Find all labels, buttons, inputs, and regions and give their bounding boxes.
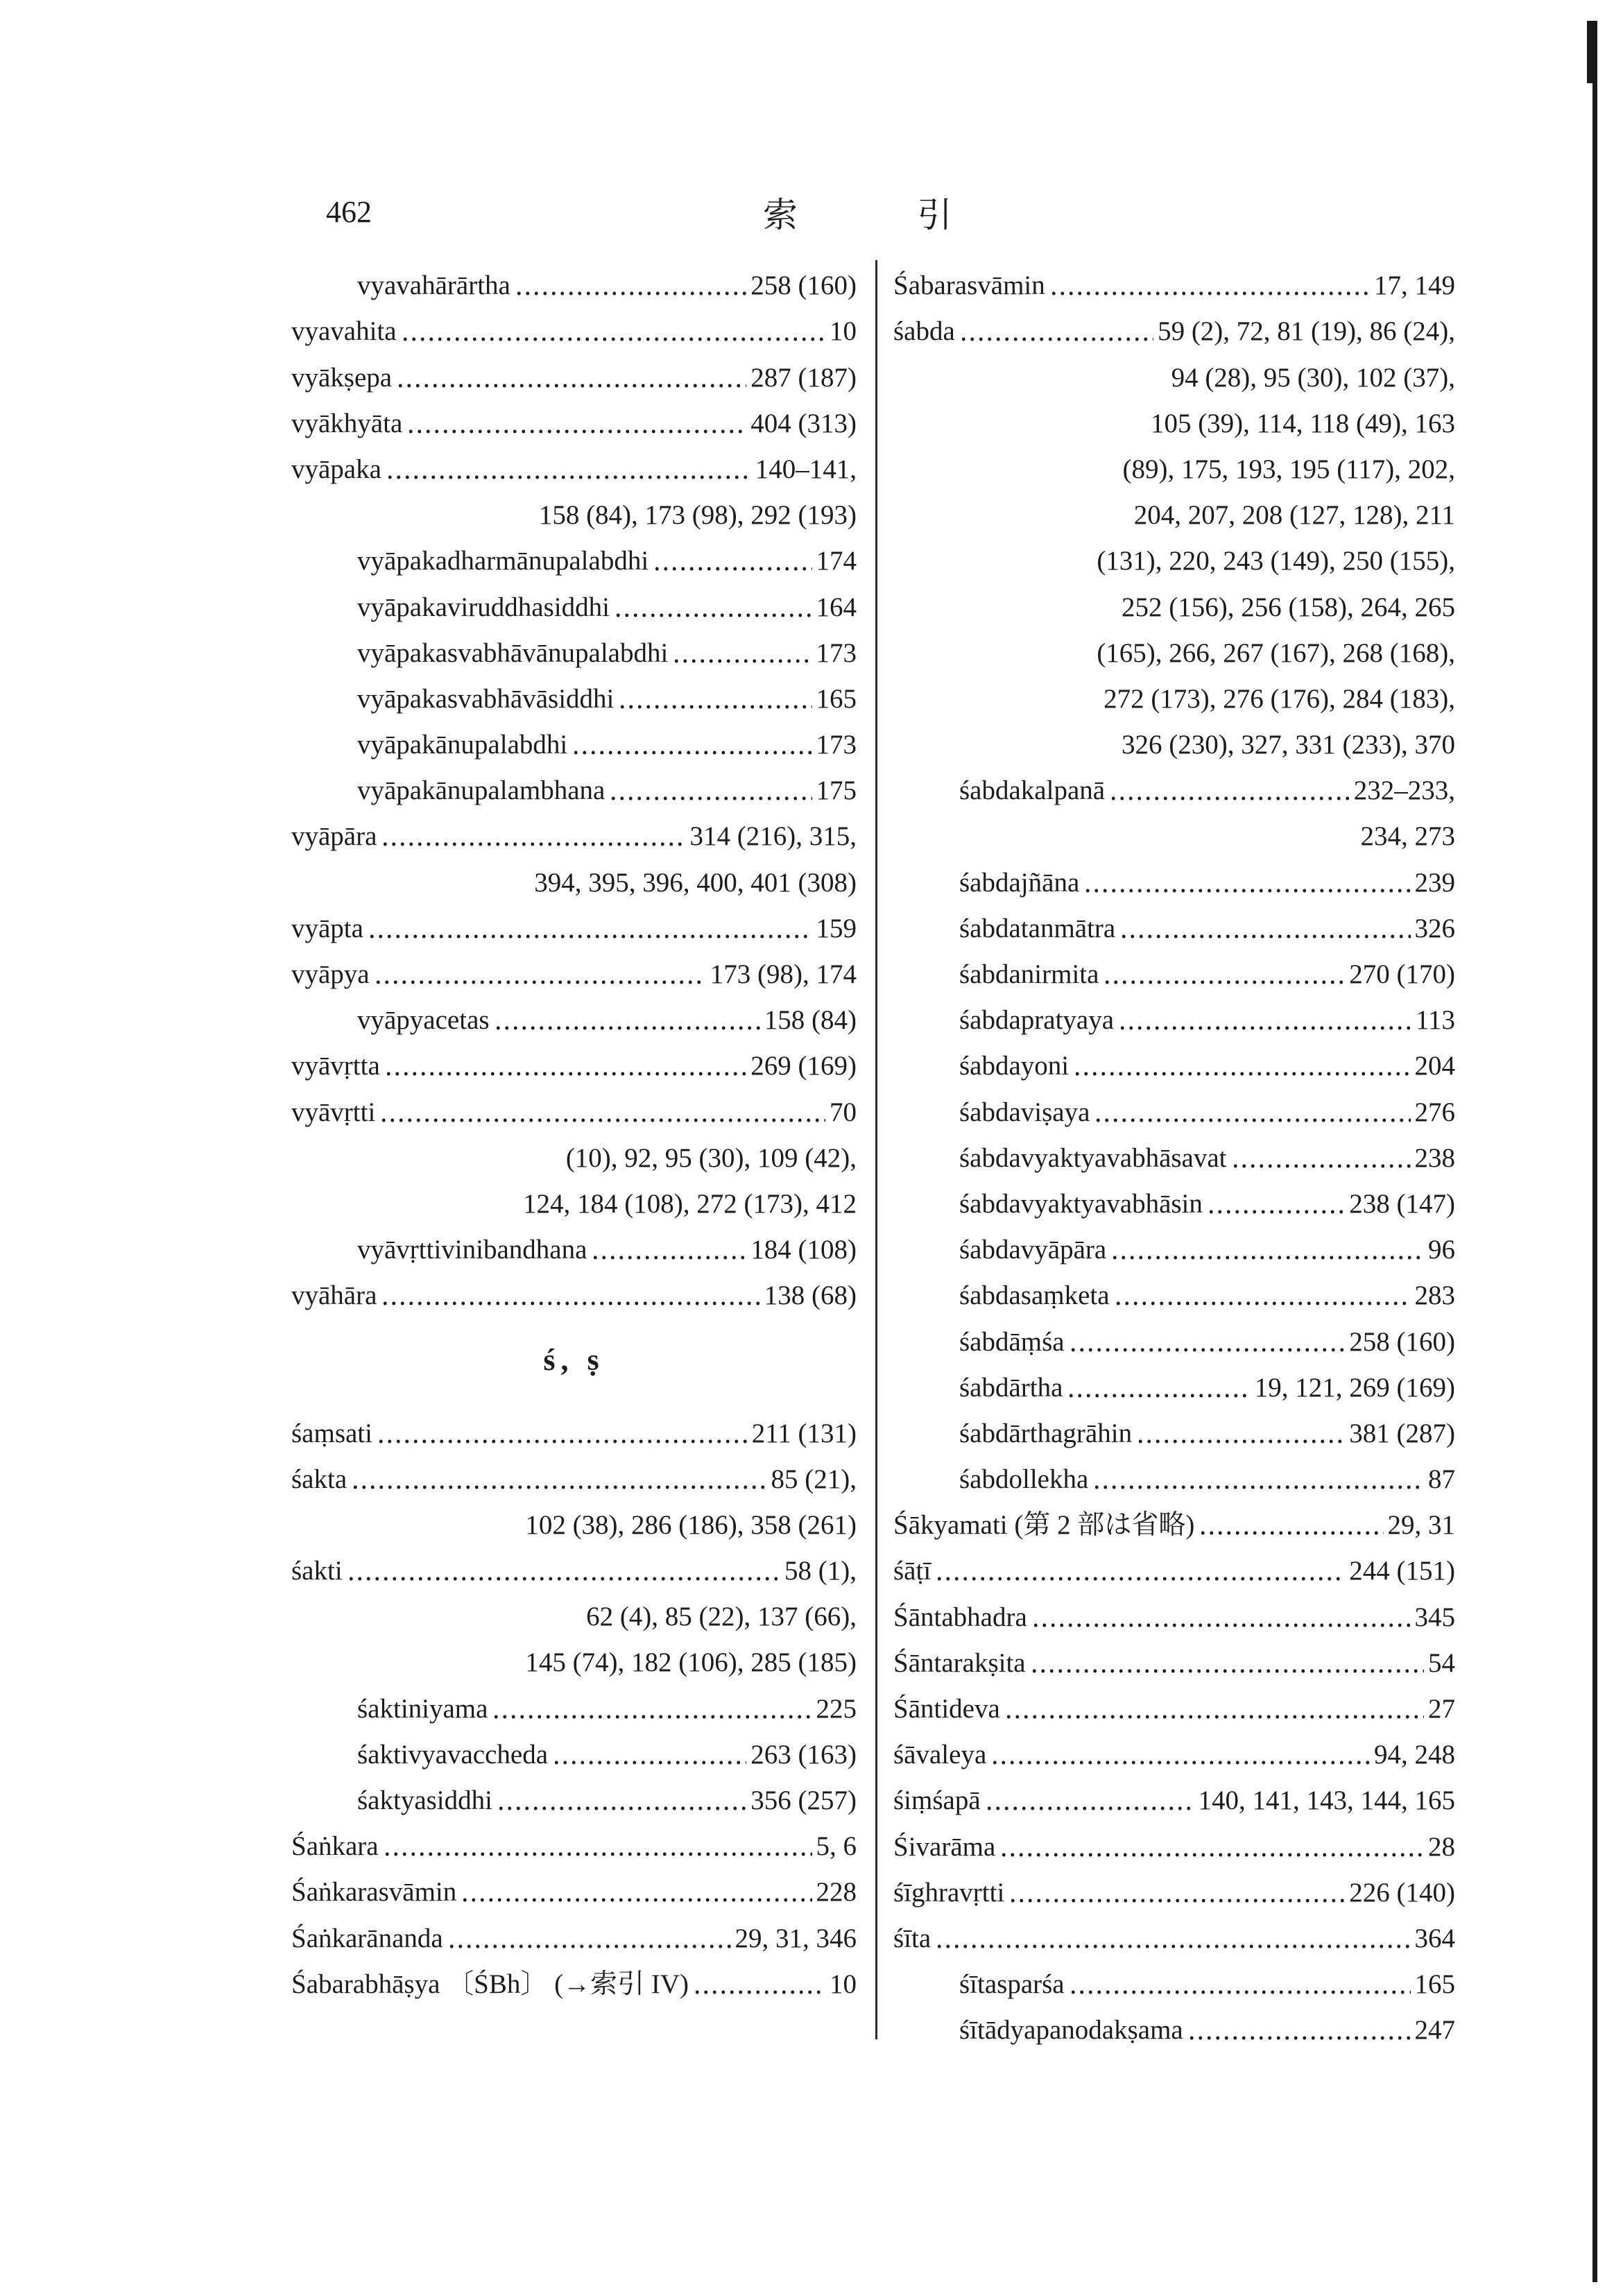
index-entry [291, 1865, 857, 1910]
dot-leader [396, 375, 746, 396]
dot-leader [494, 1018, 760, 1038]
dot-leader [381, 834, 685, 855]
entry-pages: 102 (38), 286 (186), 358 (261) [525, 1509, 857, 1540]
dot-leader [618, 696, 812, 717]
index-entry [291, 1222, 857, 1268]
index-entry [893, 304, 1455, 350]
index-entry [291, 1819, 857, 1865]
index-entry-continuation [893, 671, 1455, 717]
entry-term: Śaṅkarasvāmin [291, 1877, 457, 1908]
entry-pages: 165 [816, 683, 857, 714]
entry-pages: 258 (160) [750, 271, 857, 301]
dot-leader [935, 1568, 1345, 1589]
entry-pages: 28 [1428, 1831, 1455, 1862]
entry-pages: 404 (313) [750, 408, 857, 438]
entry-pages: 283 [1414, 1280, 1455, 1311]
entry-pages: 29, 31, 346 [735, 1923, 857, 1953]
index-entry-continuation [893, 488, 1455, 533]
dot-leader [1008, 1890, 1345, 1911]
dot-leader [990, 1752, 1370, 1773]
dot-leader [609, 788, 812, 809]
entry-term: śāvaleya [893, 1740, 987, 1770]
index-entry [893, 1038, 1455, 1084]
index-entry [291, 350, 857, 395]
entry-pages: 175 [816, 776, 857, 806]
entry-pages: 258 (160) [1349, 1326, 1455, 1357]
entry-term: vyavahita [291, 316, 397, 347]
entry-term: Śāntideva [893, 1694, 1000, 1724]
dot-leader [386, 467, 751, 488]
entry-term: śabdatanmātra [959, 913, 1116, 943]
entry-pages: 173 [816, 730, 857, 760]
entry-term: śabdajñāna [959, 867, 1080, 898]
entry-pages: 270 (170) [1349, 959, 1455, 989]
dot-leader [1103, 972, 1345, 993]
entry-pages: 204 [1414, 1051, 1455, 1081]
entry-term: śabdavyaktyavabhāsavat [959, 1142, 1227, 1173]
dot-leader [1109, 788, 1350, 809]
entry-term: śakta [291, 1464, 347, 1494]
dot-leader [1030, 1661, 1424, 1681]
dot-leader [497, 1798, 746, 1819]
entry-term: śītādyapanodakṣama [959, 2015, 1183, 2046]
index-entry [291, 809, 857, 855]
dot-leader [1083, 880, 1410, 901]
entry-term: śakti [291, 1556, 343, 1586]
entry-term: vyāpaka [291, 454, 381, 484]
index-entry [893, 1452, 1455, 1498]
entry-term: śabdakalpanā [959, 776, 1106, 806]
index-entry [893, 1176, 1455, 1222]
dot-leader [1199, 1523, 1383, 1543]
entry-pages: 29, 31 [1387, 1510, 1455, 1541]
dot-leader [383, 1844, 812, 1865]
entry-term: vyāpyacetas [357, 1005, 490, 1036]
index-entry [291, 1773, 857, 1819]
index-entry [893, 1406, 1455, 1452]
dot-leader [1073, 1063, 1410, 1084]
page-edge-tick [1587, 21, 1597, 83]
index-entry [893, 1084, 1455, 1130]
dot-leader [1119, 926, 1410, 947]
entry-pages: 96 [1428, 1235, 1455, 1265]
index-entry [291, 442, 857, 488]
entry-pages: 140–141, [755, 454, 857, 484]
index-entry [893, 2003, 1455, 2048]
index-entry [291, 901, 857, 947]
entry-term: śīghravṛtti [893, 1877, 1005, 1908]
entry-term: śīta [893, 1923, 931, 1953]
index-entry [893, 855, 1455, 900]
dot-leader [368, 926, 812, 947]
section-heading: ś, ṣ [543, 1342, 605, 1377]
entry-pages: 247 [1414, 2015, 1455, 2046]
entry-pages: 239 [1414, 867, 1455, 898]
left-index-column [291, 258, 857, 2003]
entry-term: śaktyasiddhi [357, 1785, 492, 1815]
dot-leader [447, 1936, 731, 1957]
dot-leader [1136, 1431, 1345, 1452]
entry-pages: 124, 184 (108), 272 (173), 412 [523, 1188, 857, 1219]
index-entry [893, 1131, 1455, 1176]
index-entry-continuation [291, 1589, 857, 1635]
index-entry [291, 1084, 857, 1130]
index-entry [893, 901, 1455, 947]
entry-term: vyāpakaviruddhasiddhi [357, 592, 610, 622]
entry-term: Śāntarakṣita [893, 1647, 1026, 1678]
entry-term: vyāpakānupalambhana [357, 776, 606, 806]
index-entry-continuation [291, 1131, 857, 1176]
index-entry [291, 626, 857, 671]
entry-term: vyāpakānupalabdhi [357, 730, 568, 760]
dot-leader [591, 1247, 746, 1268]
entry-term: vyākṣepa [291, 362, 393, 393]
index-entry [291, 947, 857, 993]
entry-term: vyāpya [291, 959, 370, 989]
index-entry [291, 717, 857, 763]
entry-term: Śākyamati (第 2 部は省略) [893, 1510, 1195, 1541]
entry-pages: 225 [816, 1693, 857, 1724]
dot-leader [1207, 1201, 1345, 1222]
entry-pages: 87 [1428, 1464, 1455, 1495]
index-entry [893, 1543, 1455, 1589]
index-entry [291, 258, 857, 304]
index-entry [291, 1681, 857, 1727]
entry-pages: 138 (68) [764, 1280, 857, 1311]
dot-leader [1231, 1156, 1411, 1176]
entry-pages: 158 (84), 173 (98), 292 (193) [538, 500, 857, 531]
index-entry [291, 579, 857, 625]
entry-term: śabdārtha [959, 1372, 1063, 1403]
index-entry [291, 1452, 857, 1498]
entry-pages: 211 (131) [751, 1418, 857, 1448]
dot-leader [552, 1752, 746, 1773]
entry-pages: (131), 220, 243 (149), 250 (155), [1097, 546, 1455, 576]
index-entry-continuation [893, 579, 1455, 625]
index-entry [291, 1268, 857, 1314]
entry-pages: 252 (156), 256 (158), 264, 265 [1122, 592, 1455, 622]
dot-leader [1118, 1018, 1411, 1038]
index-entry [893, 1681, 1455, 1727]
entry-pages: 381 (287) [1349, 1418, 1455, 1448]
index-entry [291, 533, 857, 579]
dot-leader [492, 1706, 812, 1727]
index-entry [291, 1727, 857, 1773]
page-number: 462 [326, 195, 372, 229]
dot-leader [377, 1431, 748, 1452]
entry-pages: 238 (147) [1349, 1188, 1455, 1219]
right-index-column [893, 258, 1455, 2048]
entry-pages: 263 (163) [750, 1739, 857, 1770]
dot-leader [1067, 1385, 1250, 1406]
index-entry [893, 947, 1455, 993]
entry-pages: 226 (140) [1349, 1877, 1455, 1908]
index-entry [893, 258, 1455, 304]
dot-leader [347, 1568, 780, 1589]
entry-term: śaktivyavaccheda [357, 1739, 549, 1770]
entry-term: śītasparśa [959, 1969, 1065, 2000]
entry-pages: 27 [1428, 1694, 1455, 1724]
index-entry [291, 1543, 857, 1589]
entry-term: śabdavyāpāra [959, 1235, 1107, 1265]
entry-pages: 269 (169) [750, 1051, 857, 1081]
entry-pages: (89), 175, 193, 195 (117), 202, [1122, 454, 1455, 484]
entry-term: Śivarāma [893, 1831, 996, 1862]
index-entry [291, 763, 857, 809]
entry-term: śabdavyaktyavabhāsin [959, 1188, 1203, 1219]
index-entry [893, 1911, 1455, 1957]
entry-pages: 85 (21), [771, 1464, 857, 1494]
entry-pages: (165), 266, 267 (167), 268 (168), [1097, 637, 1455, 668]
dot-leader [461, 1890, 812, 1910]
entry-pages: 5, 6 [816, 1831, 857, 1862]
dot-leader [515, 283, 746, 304]
dot-leader [1094, 1110, 1410, 1131]
index-entry [291, 1957, 857, 2003]
dot-leader [401, 329, 825, 350]
entry-pages: 94, 248 [1374, 1740, 1455, 1770]
entry-pages: 184 (108) [750, 1235, 857, 1265]
entry-term: Śāntabhadra [893, 1602, 1027, 1632]
dot-leader [1069, 1982, 1411, 2003]
page-title: 索 引 [763, 196, 1008, 234]
entry-term: śabda [893, 316, 955, 347]
index-entry [893, 1498, 1455, 1543]
entry-pages: 244 (151) [1349, 1556, 1455, 1586]
dot-leader [1092, 1477, 1424, 1498]
entry-pages: 54 [1428, 1647, 1455, 1678]
index-entry-continuation [893, 533, 1455, 579]
dot-leader [985, 1798, 1194, 1819]
dot-leader [959, 329, 1153, 350]
entry-pages: 173 [816, 637, 857, 668]
column-divider [875, 260, 877, 2039]
left-entries-before-heading [291, 258, 857, 1314]
dot-leader [379, 1110, 825, 1131]
entry-term: śabdāṃśa [959, 1326, 1065, 1357]
entry-term: śaṃsati [291, 1418, 372, 1448]
entry-term: Śaṅkarānanda [291, 1923, 443, 1953]
index-entry [893, 1222, 1455, 1268]
index-entry-continuation [291, 1176, 857, 1222]
entry-term: śabdayoni [959, 1051, 1070, 1081]
entry-term: śāṭī [893, 1556, 931, 1586]
dot-leader [1110, 1247, 1424, 1268]
entry-pages: 276 [1414, 1097, 1455, 1127]
dot-leader [693, 1982, 825, 2003]
entry-pages: 164 [816, 592, 857, 622]
entry-pages: 394, 395, 396, 400, 401 (308) [534, 867, 857, 898]
index-entry [893, 1360, 1455, 1406]
entry-pages: 140, 141, 143, 144, 165 [1198, 1785, 1455, 1816]
entry-pages: 173 (98), 174 [710, 959, 857, 989]
index-entry [291, 1038, 857, 1084]
dot-leader [351, 1477, 766, 1498]
dot-leader [381, 1293, 759, 1314]
entry-pages: 113 [1415, 1005, 1455, 1036]
entry-pages: (10), 92, 95 (30), 109 (42), [565, 1142, 857, 1173]
entry-term: vyāpakadharmānupalabdhi [357, 546, 649, 576]
entry-term: śabdasaṃketa [959, 1280, 1110, 1311]
entry-pages: 105 (39), 114, 118 (49), 163 [1150, 408, 1455, 438]
index-entry-continuation [893, 809, 1455, 855]
entry-pages: 345 [1414, 1602, 1455, 1632]
entry-pages: 238 [1414, 1142, 1455, 1173]
entry-term: vyāpakasvabhāvānupalabdhi [357, 637, 669, 668]
index-entry-continuation [893, 396, 1455, 442]
entry-term: vyākhyāta [291, 408, 403, 438]
entry-term: vyāvṛtti [291, 1097, 376, 1127]
entry-term: Śabarabhāṣya 〔ŚBh〕 (→索引 IV) [291, 1969, 689, 1999]
entry-pages: 165 [1414, 1969, 1455, 2000]
dot-leader [1031, 1615, 1411, 1636]
entry-pages: 326 (230), 327, 331 (233), 370 [1122, 730, 1455, 760]
index-entry [291, 1910, 857, 1956]
entry-pages: 59 (2), 72, 81 (19), 86 (24), [1158, 316, 1455, 347]
entry-term: vyāpta [291, 913, 363, 943]
index-entry [291, 396, 857, 442]
index-entry [893, 1314, 1455, 1360]
entry-term: śabdārthagrāhin [959, 1418, 1133, 1448]
dot-leader [653, 558, 812, 579]
entry-pages: 287 (187) [750, 362, 857, 393]
index-entry-continuation [893, 626, 1455, 671]
index-entry [893, 1865, 1455, 1911]
index-entry-continuation [291, 1498, 857, 1543]
entry-term: Śaṅkara [291, 1831, 379, 1862]
entry-pages: 272 (173), 276 (176), 284 (183), [1104, 683, 1455, 714]
index-entry [291, 993, 857, 1038]
entry-pages: 234, 273 [1360, 821, 1455, 852]
dot-leader [384, 1063, 746, 1084]
index-entry [893, 1819, 1455, 1865]
entry-pages: 314 (216), 315, [689, 821, 857, 852]
entry-pages: 145 (74), 182 (106), 285 (185) [525, 1647, 857, 1678]
entry-term: śabdollekha [959, 1464, 1089, 1495]
index-entry [893, 1773, 1455, 1819]
index-entry [893, 763, 1455, 809]
entry-term: vyāpakasvabhāvāsiddhi [357, 683, 615, 714]
entry-pages: 19, 121, 269 (169) [1254, 1372, 1455, 1403]
dot-leader [572, 742, 812, 763]
entry-pages: 70 [830, 1097, 857, 1127]
entry-pages: 58 (1), [784, 1556, 857, 1586]
dot-leader [935, 1936, 1410, 1957]
dot-leader [999, 1844, 1424, 1865]
entry-pages: 10 [830, 316, 857, 347]
entry-pages: 62 (4), 85 (22), 137 (66), [586, 1602, 857, 1632]
index-entry-continuation [893, 350, 1455, 395]
entry-pages: 356 (257) [750, 1785, 857, 1815]
entry-pages: 174 [816, 546, 857, 576]
index-entry [893, 993, 1455, 1038]
index-entry [291, 304, 857, 350]
entry-term: śaktiniyama [357, 1693, 488, 1724]
entry-pages: 10 [830, 1969, 857, 1999]
entry-pages: 158 (84) [764, 1005, 857, 1036]
index-entry-continuation [893, 717, 1455, 763]
index-entry-continuation [291, 488, 857, 533]
dot-leader [1069, 1339, 1346, 1360]
entry-term: vyāvṛtta [291, 1051, 380, 1081]
dot-leader [1187, 2028, 1411, 2048]
entry-term: vyāvṛttivinibandhana [357, 1235, 587, 1265]
index-entry [893, 1727, 1455, 1773]
dot-leader [1114, 1293, 1411, 1314]
entry-term: śabdanirmita [959, 959, 1099, 989]
entry-term: vyavahārārtha [357, 271, 510, 301]
dot-leader [614, 605, 812, 626]
dot-leader [1049, 283, 1370, 304]
dot-leader [1004, 1706, 1424, 1727]
entry-pages: 326 [1414, 913, 1455, 943]
entry-pages: 364 [1414, 1923, 1455, 1953]
entry-term: Śabarasvāmin [893, 271, 1045, 301]
entry-pages: 17, 149 [1374, 271, 1455, 301]
entry-pages: 94 (28), 95 (30), 102 (37), [1171, 362, 1455, 393]
index-entry [893, 1636, 1455, 1681]
index-entry [893, 1957, 1455, 2003]
index-entry-continuation [291, 1635, 857, 1681]
entry-term: vyāhāra [291, 1280, 377, 1311]
entry-term: śabdaviṣaya [959, 1097, 1090, 1127]
index-entry [291, 1405, 857, 1451]
index-entry-continuation [893, 442, 1455, 488]
page-edge-rule [1592, 21, 1597, 2282]
dot-leader [374, 972, 706, 993]
entry-term: vyāpāra [291, 821, 377, 852]
entry-term: śiṃśapā [893, 1785, 981, 1816]
entry-pages: 232–233, [1353, 776, 1455, 806]
left-entries-after-heading [291, 1405, 857, 2002]
index-entry [893, 1268, 1455, 1314]
entry-pages: 204, 207, 208 (127, 128), 211 [1133, 500, 1455, 531]
index-entry [893, 1589, 1455, 1635]
index-entry [291, 671, 857, 717]
dot-leader [672, 651, 812, 671]
index-entry-continuation [291, 855, 857, 900]
entry-pages: 228 [816, 1877, 857, 1908]
entry-pages: 159 [816, 913, 857, 943]
dot-leader [406, 421, 746, 442]
entry-term: śabdapratyaya [959, 1005, 1115, 1036]
